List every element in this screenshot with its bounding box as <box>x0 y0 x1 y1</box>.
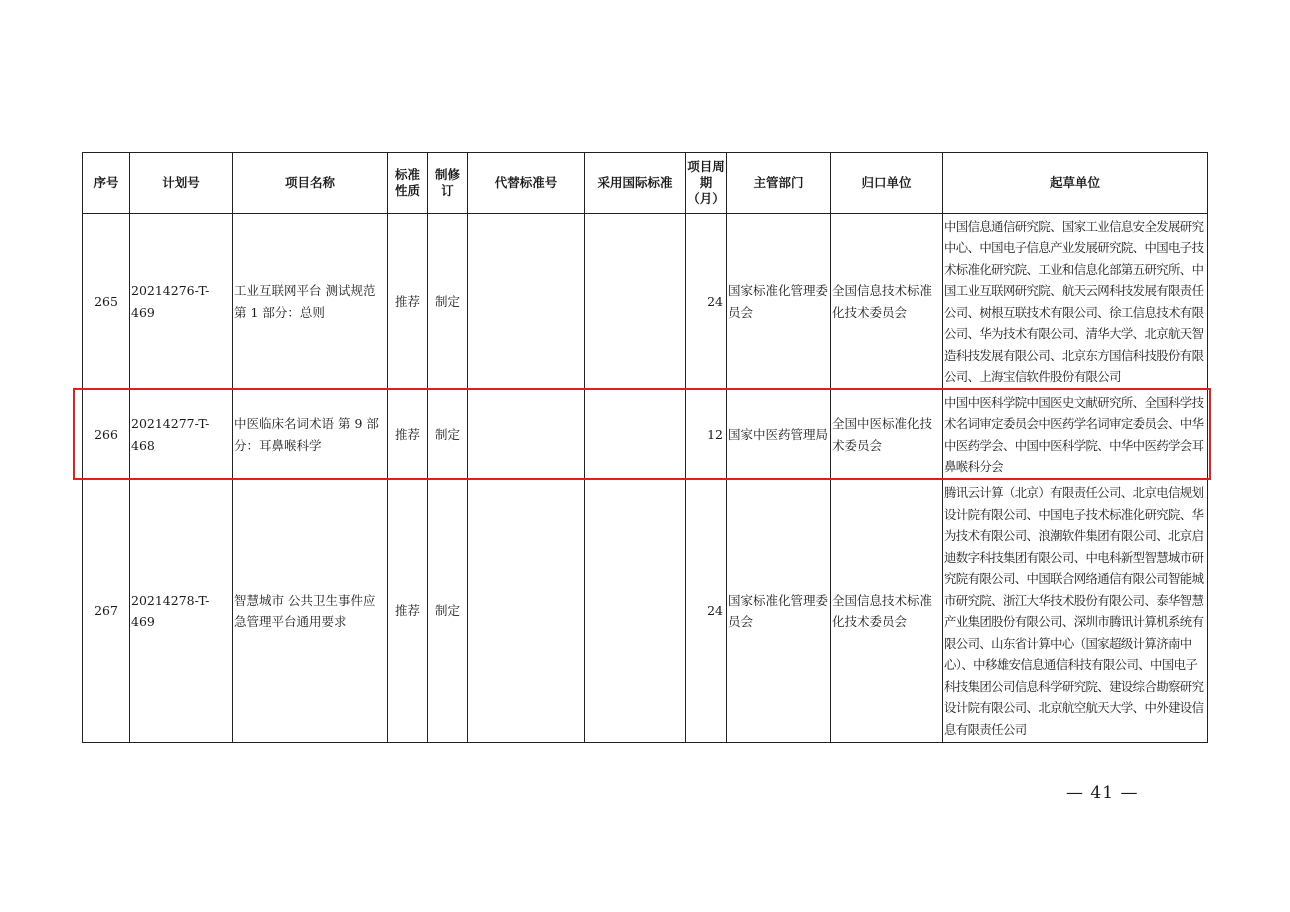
cell-period: 12 <box>686 390 727 480</box>
cell-period: 24 <box>686 480 727 743</box>
header-revision: 制修订 <box>428 153 468 214</box>
cell-revision: 制定 <box>428 390 468 480</box>
cell-plan-no: 20214276-T-469 <box>130 214 233 390</box>
cell-unit: 全国信息技术标准化技术委员会 <box>831 214 943 390</box>
cell-unit: 全国中医标准化技术委员会 <box>831 390 943 480</box>
cell-plan-no: 20214277-T-468 <box>130 390 233 480</box>
header-seq: 序号 <box>83 153 130 214</box>
table-row <box>83 214 1208 390</box>
cell-intl <box>585 480 686 743</box>
header-intl: 采用国际标准 <box>585 153 686 214</box>
header-dept: 主管部门 <box>727 153 831 214</box>
cell-drafters: 腾讯云计算（北京）有限责任公司、北京电信规划设计院有限公司、中国电子技术标准化研究院、华为技术有限公司、浪潮软件集团有限公司、北京启迪数字科技集团有限公司、中电科新型智慧城市研究院有限公司、中国联合网络通信有限公司智能城市研究院、浙江大华技术股份有限公司、泰华智慧产业集团股份有限公司、深圳市腾讯计算机系统有限公司、山东省计算中心（国家超级计算济南中心）、中移雄安信息通信科技有限公司、中国电子科技集团公司信息科学研究院、建设综合勘察研究设计院有限公司、北京航空航天大学、中外建设信息有限责任公司 <box>943 480 1208 743</box>
cell-nature: 推荐 <box>388 214 428 390</box>
cell-name: 智慧城市 公共卫生事件应急管理平台通用要求 <box>233 480 388 743</box>
cell-intl <box>585 214 686 390</box>
cell-dept: 国家中医药管理局 <box>727 390 831 480</box>
highlight-box <box>73 388 1211 480</box>
header-name: 项目名称 <box>233 153 388 214</box>
header-period: 项目周期（月） <box>686 153 727 214</box>
cell-nature: 推荐 <box>388 480 428 743</box>
table-row <box>83 480 1208 743</box>
header-plan-no: 计划号 <box>130 153 233 214</box>
header-drafters: 起草单位 <box>943 153 1208 214</box>
cell-replace <box>468 480 585 743</box>
cell-drafters: 中国信息通信研究院、国家工业信息安全发展研究中心、中国电子信息产业发展研究院、中国电子技术标准化研究院、工业和信息化部第五研究所、中国工业互联网研究院、航天云网科技发展有限责任公司、树根互联技术有限公司、徐工信息技术有限公司、华为技术有限公司、清华大学、北京航天智造科技发展有限公司、北京东方国信科技股份有限公司、上海宝信软件股份有限公司 <box>943 214 1208 390</box>
cell-replace <box>468 214 585 390</box>
cell-unit: 全国信息技术标准化技术委员会 <box>831 480 943 743</box>
cell-seq: 265 <box>83 214 130 390</box>
cell-name: 中医临床名词术语 第 9 部分：耳鼻喉科学 <box>233 390 388 480</box>
cell-revision: 制定 <box>428 214 468 390</box>
cell-name: 工业互联网平台 测试规范 第 1 部分：总则 <box>233 214 388 390</box>
cell-drafters: 中国中医科学院中国医史文献研究所、全国科学技术名词审定委员会中医药学名词审定委员会、中华中医药学会、中国中医科学院、中华中医药学会耳鼻喉科分会 <box>943 390 1208 480</box>
header-nature: 标准性质 <box>388 153 428 214</box>
cell-revision: 制定 <box>428 480 468 743</box>
cell-dept: 国家标准化管理委员会 <box>727 214 831 390</box>
header-unit: 归口单位 <box>831 153 943 214</box>
cell-period: 24 <box>686 214 727 390</box>
cell-nature: 推荐 <box>388 390 428 480</box>
cell-seq: 266 <box>83 390 130 480</box>
cell-plan-no: 20214278-T-469 <box>130 480 233 743</box>
table-header-row <box>83 153 1208 214</box>
header-replace: 代替标准号 <box>468 153 585 214</box>
cell-seq: 267 <box>83 480 130 743</box>
page-number: — 41 — <box>1066 783 1139 803</box>
cell-dept: 国家标准化管理委员会 <box>727 480 831 743</box>
